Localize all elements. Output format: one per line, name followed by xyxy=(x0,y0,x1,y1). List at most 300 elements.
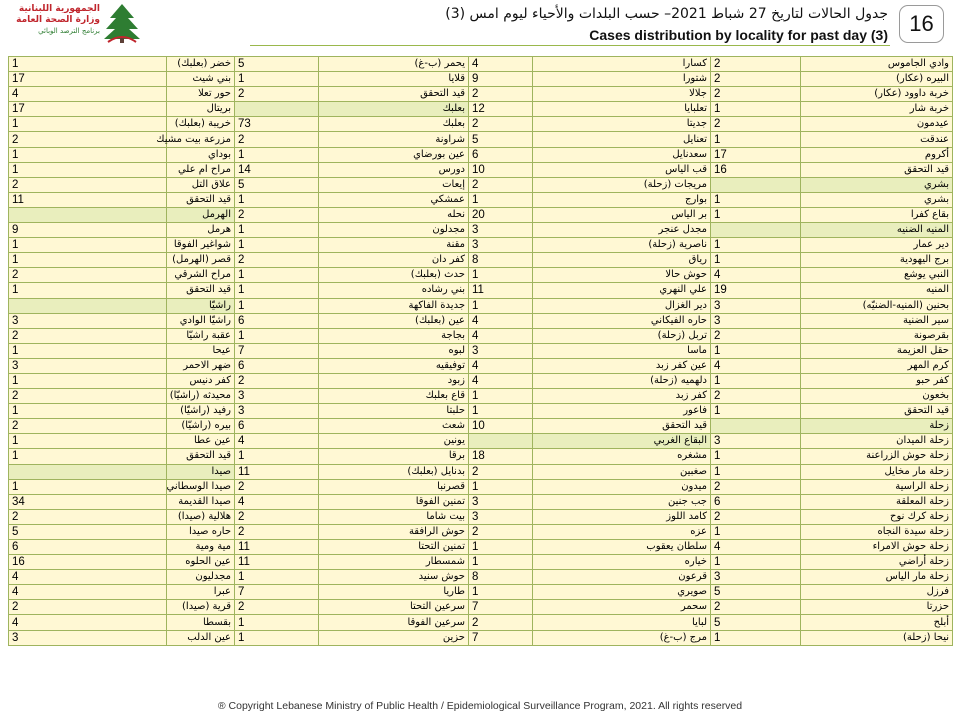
case-count-cell: 5 xyxy=(711,585,801,600)
locality-name-cell: بيره (راشيّا) xyxy=(167,419,235,434)
case-count-cell: 10 xyxy=(469,162,533,177)
case-count-cell: 3 xyxy=(235,404,319,419)
locality-name-cell: عين كفر زبد xyxy=(533,358,711,373)
table-row xyxy=(9,585,953,600)
cases-table-container xyxy=(8,56,952,646)
table-row xyxy=(9,162,953,177)
case-count-cell: 1 xyxy=(711,102,801,117)
case-count-cell: 4 xyxy=(711,540,801,555)
locality-name-cell: بقاع كفرا xyxy=(801,207,953,222)
table-row xyxy=(9,434,953,449)
locality-name-cell: سرعين التحتا xyxy=(319,600,469,615)
locality-name-cell: عندقت xyxy=(801,132,953,147)
case-count-cell: 5 xyxy=(9,524,167,539)
case-count-cell: 3 xyxy=(711,313,801,328)
locality-name-cell: قب الياس xyxy=(533,162,711,177)
case-count-cell xyxy=(9,298,167,313)
case-count-cell: 2 xyxy=(711,57,801,72)
case-count-cell: 2 xyxy=(9,389,167,404)
table-row xyxy=(9,223,953,238)
table-row xyxy=(9,192,953,207)
district-header-cell: زحلة xyxy=(801,419,953,434)
case-count-cell: 1 xyxy=(235,147,319,162)
case-count-cell: 1 xyxy=(9,162,167,177)
case-count-cell: 3 xyxy=(711,570,801,585)
locality-name-cell: قيد التحقق xyxy=(533,419,711,434)
table-row xyxy=(9,600,953,615)
locality-name-cell: شراونة xyxy=(319,132,469,147)
locality-name-cell: مراح الشرقي xyxy=(167,268,235,283)
locality-name-cell: مرج (ب-غ) xyxy=(533,630,711,645)
locality-name-cell: مجدل عنجر xyxy=(533,223,711,238)
case-count-cell: 2 xyxy=(711,479,801,494)
case-count-cell: 4 xyxy=(9,570,167,585)
locality-name-cell: جديتا xyxy=(533,117,711,132)
locality-name-cell: بجاجة xyxy=(319,328,469,343)
case-count-cell: 5 xyxy=(235,177,319,192)
locality-name-cell: دير عمار xyxy=(801,238,953,253)
locality-name-cell: دلهميه (زحلة) xyxy=(533,373,711,388)
locality-name-cell: فرزل xyxy=(801,585,953,600)
locality-name-cell: قيد التحقق xyxy=(801,404,953,419)
page-number-badge: 16 xyxy=(899,5,944,43)
case-count-cell: 1 xyxy=(9,373,167,388)
table-row xyxy=(9,238,953,253)
case-count-cell: 3 xyxy=(235,389,319,404)
table-row xyxy=(9,494,953,509)
logo-line-3: برنامج الترصد الوبائي xyxy=(38,27,100,35)
locality-name-cell: بيت شاما xyxy=(319,509,469,524)
case-count-cell: 18 xyxy=(469,449,533,464)
case-count-cell: 1 xyxy=(711,630,801,645)
case-count-cell: 1 xyxy=(711,449,801,464)
table-row xyxy=(9,72,953,87)
locality-name-cell: قاع بعلبك xyxy=(319,389,469,404)
case-count-cell: 2 xyxy=(235,132,319,147)
case-count-cell: 1 xyxy=(9,283,167,298)
case-count-cell: 2 xyxy=(9,177,167,192)
locality-name-cell: سعدنايل xyxy=(533,147,711,162)
case-count-cell: 11 xyxy=(235,540,319,555)
case-count-cell: 4 xyxy=(9,615,167,630)
case-count-cell: 5 xyxy=(711,615,801,630)
locality-name-cell: نحله xyxy=(319,207,469,222)
locality-name-cell: حقل العزيمة xyxy=(801,343,953,358)
locality-name-cell: قصر (الهرمل) xyxy=(167,253,235,268)
locality-name-cell: رفيد (راشيّا) xyxy=(167,404,235,419)
table-row xyxy=(9,479,953,494)
case-count-cell: 4 xyxy=(235,434,319,449)
locality-name-cell: هرمل xyxy=(167,223,235,238)
case-count-cell: 19 xyxy=(711,283,801,298)
case-count-cell: 1 xyxy=(711,555,801,570)
case-count-cell xyxy=(235,102,319,117)
locality-name-cell: حوش الرافقة xyxy=(319,524,469,539)
locality-name-cell: طاريا xyxy=(319,585,469,600)
case-count-cell: 1 xyxy=(9,434,167,449)
locality-name-cell: صيدا الوسطاني xyxy=(167,479,235,494)
case-count-cell xyxy=(9,464,167,479)
locality-name-cell: عمشكي xyxy=(319,192,469,207)
locality-name-cell: خياره xyxy=(533,555,711,570)
case-count-cell: 1 xyxy=(711,343,801,358)
locality-name-cell: عيحا xyxy=(167,343,235,358)
case-count-cell: 1 xyxy=(711,207,801,222)
locality-name-cell: سلطان يعقوب xyxy=(533,540,711,555)
locality-name-cell: قرعون xyxy=(533,570,711,585)
case-count-cell: 6 xyxy=(235,419,319,434)
case-count-cell: 1 xyxy=(711,192,801,207)
case-count-cell: 2 xyxy=(9,268,167,283)
locality-name-cell: النبي يوشع xyxy=(801,268,953,283)
case-count-cell: 1 xyxy=(235,630,319,645)
case-count-cell: 9 xyxy=(9,223,167,238)
case-count-cell xyxy=(711,223,801,238)
case-count-cell: 4 xyxy=(469,313,533,328)
locality-name-cell: شواغير الفوقا xyxy=(167,238,235,253)
table-row xyxy=(9,373,953,388)
table-row xyxy=(9,147,953,162)
locality-name-cell: عقبة راشيّا xyxy=(167,328,235,343)
locality-name-cell: كفر دنيس xyxy=(167,373,235,388)
table-row xyxy=(9,449,953,464)
locality-name-cell: شتورا xyxy=(533,72,711,87)
case-count-cell: 17 xyxy=(9,102,167,117)
case-count-cell: 2 xyxy=(711,117,801,132)
case-count-cell: 1 xyxy=(469,479,533,494)
case-count-cell: 2 xyxy=(469,615,533,630)
locality-name-cell: بني شيث xyxy=(167,72,235,87)
locality-name-cell: مريجات (زحلة) xyxy=(533,177,711,192)
locality-name-cell: أكروم xyxy=(801,147,953,162)
locality-name-cell: حوش حالا xyxy=(533,268,711,283)
locality-name-cell: إيعات xyxy=(319,177,469,192)
locality-name-cell: ميدون xyxy=(533,479,711,494)
locality-name-cell: زحلة الميدان xyxy=(801,434,953,449)
table-row xyxy=(9,615,953,630)
table-row xyxy=(9,328,953,343)
case-count-cell: 2 xyxy=(469,464,533,479)
locality-name-cell: بعلبك xyxy=(319,117,469,132)
locality-name-cell: مزرعة بيت مشيك xyxy=(167,132,235,147)
cedar-emblem-icon xyxy=(100,2,144,44)
locality-name-cell: مقنة xyxy=(319,238,469,253)
locality-name-cell: هلالية (صيدا) xyxy=(167,509,235,524)
locality-name-cell: مجدلون xyxy=(319,223,469,238)
cases-table-body xyxy=(9,57,953,646)
case-count-cell: 7 xyxy=(235,585,319,600)
case-count-cell: 7 xyxy=(235,343,319,358)
locality-name-cell: بوداي xyxy=(167,147,235,162)
table-row xyxy=(9,132,953,147)
locality-name-cell: سرعين الفوقا xyxy=(319,615,469,630)
table-row xyxy=(9,404,953,419)
case-count-cell: 1 xyxy=(235,283,319,298)
locality-name-cell: حوش سنيد xyxy=(319,570,469,585)
case-count-cell: 16 xyxy=(9,555,167,570)
title-english: Cases distribution by locality for past day (3) xyxy=(589,27,888,43)
case-count-cell: 1 xyxy=(235,570,319,585)
table-row xyxy=(9,524,953,539)
case-count-cell: 4 xyxy=(9,585,167,600)
locality-name-cell: برج اليهودية xyxy=(801,253,953,268)
case-count-cell xyxy=(469,434,533,449)
table-row xyxy=(9,389,953,404)
case-count-cell: 1 xyxy=(711,524,801,539)
locality-name-cell: قصرنبا xyxy=(319,479,469,494)
ministry-logo xyxy=(8,2,148,44)
locality-name-cell: زحلة المعلقة xyxy=(801,494,953,509)
logo-line-2: وزارة الصحة العامة xyxy=(16,15,100,25)
locality-name-cell: أبلح xyxy=(801,615,953,630)
case-count-cell: 11 xyxy=(9,192,167,207)
locality-name-cell: لبوه xyxy=(319,343,469,358)
case-count-cell: 4 xyxy=(469,358,533,373)
locality-name-cell: قيد التحقق xyxy=(167,192,235,207)
case-count-cell: 3 xyxy=(469,223,533,238)
locality-name-cell: مية ومية xyxy=(167,540,235,555)
table-row xyxy=(9,570,953,585)
case-count-cell: 3 xyxy=(711,434,801,449)
case-count-cell: 10 xyxy=(469,419,533,434)
case-count-cell: 14 xyxy=(235,162,319,177)
locality-name-cell: زحلة كرك نوح xyxy=(801,509,953,524)
case-count-cell: 1 xyxy=(711,373,801,388)
locality-name-cell: حاره صيدا xyxy=(167,524,235,539)
case-count-cell: 34 xyxy=(9,494,167,509)
case-count-cell: 1 xyxy=(235,615,319,630)
locality-name-cell: قيد التحقق xyxy=(801,162,953,177)
case-count-cell: 12 xyxy=(469,102,533,117)
case-count-cell: 1 xyxy=(9,117,167,132)
locality-name-cell: كرم المهر xyxy=(801,358,953,373)
case-count-cell: 9 xyxy=(469,72,533,87)
locality-name-cell: خربة داوود (عكار) xyxy=(801,87,953,102)
locality-name-cell: حدث (بعلبك) xyxy=(319,268,469,283)
table-row xyxy=(9,419,953,434)
case-count-cell: 5 xyxy=(469,132,533,147)
locality-name-cell: حلبتا xyxy=(319,404,469,419)
locality-name-cell: فاعور xyxy=(533,404,711,419)
case-count-cell: 1 xyxy=(9,404,167,419)
locality-name-cell: زحلة الراسية xyxy=(801,479,953,494)
locality-name-cell: نيحا (زحلة) xyxy=(801,630,953,645)
locality-name-cell: صيدا القديمة xyxy=(167,494,235,509)
case-count-cell: 2 xyxy=(469,524,533,539)
locality-name-cell: عين الحلوه xyxy=(167,555,235,570)
case-count-cell: 6 xyxy=(711,494,801,509)
locality-name-cell: زحلة أراضي xyxy=(801,555,953,570)
case-count-cell: 2 xyxy=(235,253,319,268)
locality-name-cell: المنيه xyxy=(801,283,953,298)
case-count-cell: 1 xyxy=(469,540,533,555)
locality-name-cell: خضر (بعلبك) xyxy=(167,57,235,72)
case-count-cell: 1 xyxy=(235,328,319,343)
table-row xyxy=(9,253,953,268)
locality-name-cell: تمنين الفوقا xyxy=(319,494,469,509)
district-header-cell: الهرمل xyxy=(167,207,235,222)
case-count-cell: 4 xyxy=(469,328,533,343)
case-count-cell: 6 xyxy=(469,147,533,162)
case-count-cell: 2 xyxy=(711,509,801,524)
case-count-cell: 7 xyxy=(469,630,533,645)
locality-name-cell: زحلة حوش الامراء xyxy=(801,540,953,555)
locality-name-cell: عزه xyxy=(533,524,711,539)
locality-name-cell: ناصرية (زحلة) xyxy=(533,238,711,253)
locality-name-cell: جلالا xyxy=(533,87,711,102)
case-count-cell: 2 xyxy=(711,72,801,87)
case-count-cell: 1 xyxy=(469,585,533,600)
table-row xyxy=(9,630,953,645)
locality-name-cell: بريتال xyxy=(167,102,235,117)
locality-name-cell: بقسطا xyxy=(167,615,235,630)
locality-name-cell: عبرا xyxy=(167,585,235,600)
case-count-cell: 1 xyxy=(9,238,167,253)
case-count-cell: 1 xyxy=(469,555,533,570)
case-count-cell: 2 xyxy=(469,87,533,102)
district-header-cell: صيدا xyxy=(167,464,235,479)
locality-name-cell: بحنين (المنيه-الضنيّه) xyxy=(801,298,953,313)
district-header-cell: المنيه الضنيه xyxy=(801,223,953,238)
case-count-cell: 1 xyxy=(235,449,319,464)
case-count-cell: 8 xyxy=(469,253,533,268)
case-count-cell: 1 xyxy=(9,147,167,162)
page-header xyxy=(0,0,960,56)
locality-name-cell: خريبة (بعلبك) xyxy=(167,117,235,132)
locality-name-cell: قرية (صيدا) xyxy=(167,600,235,615)
case-count-cell xyxy=(9,207,167,222)
case-count-cell: 3 xyxy=(469,238,533,253)
case-count-cell: 2 xyxy=(469,117,533,132)
case-count-cell: 2 xyxy=(711,389,801,404)
table-row xyxy=(9,117,953,132)
case-count-cell: 3 xyxy=(469,494,533,509)
locality-name-cell: وادي الجاموس xyxy=(801,57,953,72)
locality-name-cell: جب جنين xyxy=(533,494,711,509)
district-header-cell: بعلبك xyxy=(319,102,469,117)
locality-name-cell: صغبين xyxy=(533,464,711,479)
table-row xyxy=(9,57,953,72)
locality-name-cell: زبود xyxy=(319,373,469,388)
locality-name-cell: كفر دان xyxy=(319,253,469,268)
locality-name-cell: شمسطار xyxy=(319,555,469,570)
locality-name-cell: جديدة الفاكهة xyxy=(319,298,469,313)
locality-name-cell: يحمر (ب-غ) xyxy=(319,57,469,72)
locality-name-cell: عين بورضاي xyxy=(319,147,469,162)
case-count-cell: 20 xyxy=(469,207,533,222)
case-count-cell: 11 xyxy=(469,283,533,298)
case-count-cell: 6 xyxy=(235,358,319,373)
locality-name-cell: ماسا xyxy=(533,343,711,358)
locality-name-cell: توفيقيه xyxy=(319,358,469,373)
table-row xyxy=(9,283,953,298)
case-count-cell: 1 xyxy=(711,132,801,147)
case-count-cell: 1 xyxy=(711,404,801,419)
case-count-cell: 2 xyxy=(711,328,801,343)
case-count-cell: 2 xyxy=(235,373,319,388)
locality-name-cell: قيد التحقق xyxy=(167,283,235,298)
table-row xyxy=(9,87,953,102)
case-count-cell: 2 xyxy=(711,87,801,102)
table-row xyxy=(9,298,953,313)
case-count-cell: 5 xyxy=(235,57,319,72)
case-count-cell: 2 xyxy=(9,132,167,147)
district-header-cell: راشيّا xyxy=(167,298,235,313)
locality-name-cell: سحمر xyxy=(533,600,711,615)
locality-name-cell: كسارا xyxy=(533,57,711,72)
table-row xyxy=(9,540,953,555)
case-count-cell: 1 xyxy=(469,192,533,207)
locality-name-cell: بقرصونة xyxy=(801,328,953,343)
locality-name-cell: مشغره xyxy=(533,449,711,464)
cases-table xyxy=(8,56,953,646)
case-count-cell: 2 xyxy=(235,600,319,615)
locality-name-cell: كامد اللوز xyxy=(533,509,711,524)
locality-name-cell: زحلة مار الياس xyxy=(801,570,953,585)
locality-name-cell: عيدمون xyxy=(801,117,953,132)
table-row xyxy=(9,464,953,479)
case-count-cell: 2 xyxy=(711,600,801,615)
case-count-cell: 3 xyxy=(9,358,167,373)
case-count-cell: 1 xyxy=(469,268,533,283)
case-count-cell: 3 xyxy=(9,313,167,328)
case-count-cell: 2 xyxy=(9,419,167,434)
case-count-cell: 2 xyxy=(469,177,533,192)
locality-name-cell: شعث xyxy=(319,419,469,434)
locality-name-cell: عين عطا xyxy=(167,434,235,449)
logo-line-1: الجمهورية اللبنانية xyxy=(18,4,100,14)
locality-name-cell: علاق التل xyxy=(167,177,235,192)
case-count-cell: 6 xyxy=(235,313,319,328)
case-count-cell: 16 xyxy=(711,162,801,177)
case-count-cell: 11 xyxy=(235,464,319,479)
case-count-cell: 1 xyxy=(235,223,319,238)
case-count-cell: 4 xyxy=(235,494,319,509)
case-count-cell: 2 xyxy=(235,87,319,102)
case-count-cell: 3 xyxy=(469,509,533,524)
case-count-cell: 2 xyxy=(235,509,319,524)
case-count-cell: 2 xyxy=(235,479,319,494)
case-count-cell: 17 xyxy=(9,72,167,87)
case-count-cell: 17 xyxy=(711,147,801,162)
case-count-cell: 11 xyxy=(235,555,319,570)
case-count-cell: 1 xyxy=(235,298,319,313)
case-count-cell: 8 xyxy=(469,570,533,585)
locality-name-cell: صويري xyxy=(533,585,711,600)
locality-name-cell: بخعون xyxy=(801,389,953,404)
table-row xyxy=(9,358,953,373)
locality-name-cell: تربل (زحلة) xyxy=(533,328,711,343)
case-count-cell: 1 xyxy=(9,57,167,72)
case-count-cell: 3 xyxy=(711,298,801,313)
locality-name-cell: حزين xyxy=(319,630,469,645)
locality-name-cell: ضهر الاحمر xyxy=(167,358,235,373)
table-row xyxy=(9,177,953,192)
case-count-cell: 1 xyxy=(711,238,801,253)
title-arabic: جدول الحالات لتاريخ 27 شباط 2021– حسب البلدات والأحياء ليوم امس (3) xyxy=(445,6,888,22)
locality-name-cell: حاره الفيكاني xyxy=(533,313,711,328)
case-count-cell: 1 xyxy=(235,238,319,253)
locality-name-cell: سير الضنية xyxy=(801,313,953,328)
case-count-cell: 1 xyxy=(9,253,167,268)
locality-name-cell: كفر حبو xyxy=(801,373,953,388)
copyright-footer: ® Copyright Lebanese Ministry of Public Health / Epidemiological Surveillance Program, 2021. All rights reserved xyxy=(217,700,743,712)
locality-name-cell: تعلبايا xyxy=(533,102,711,117)
case-count-cell: 2 xyxy=(9,600,167,615)
locality-name-cell: دير الغزال xyxy=(533,298,711,313)
case-count-cell: 4 xyxy=(711,268,801,283)
locality-name-cell: عين الدلب xyxy=(167,630,235,645)
